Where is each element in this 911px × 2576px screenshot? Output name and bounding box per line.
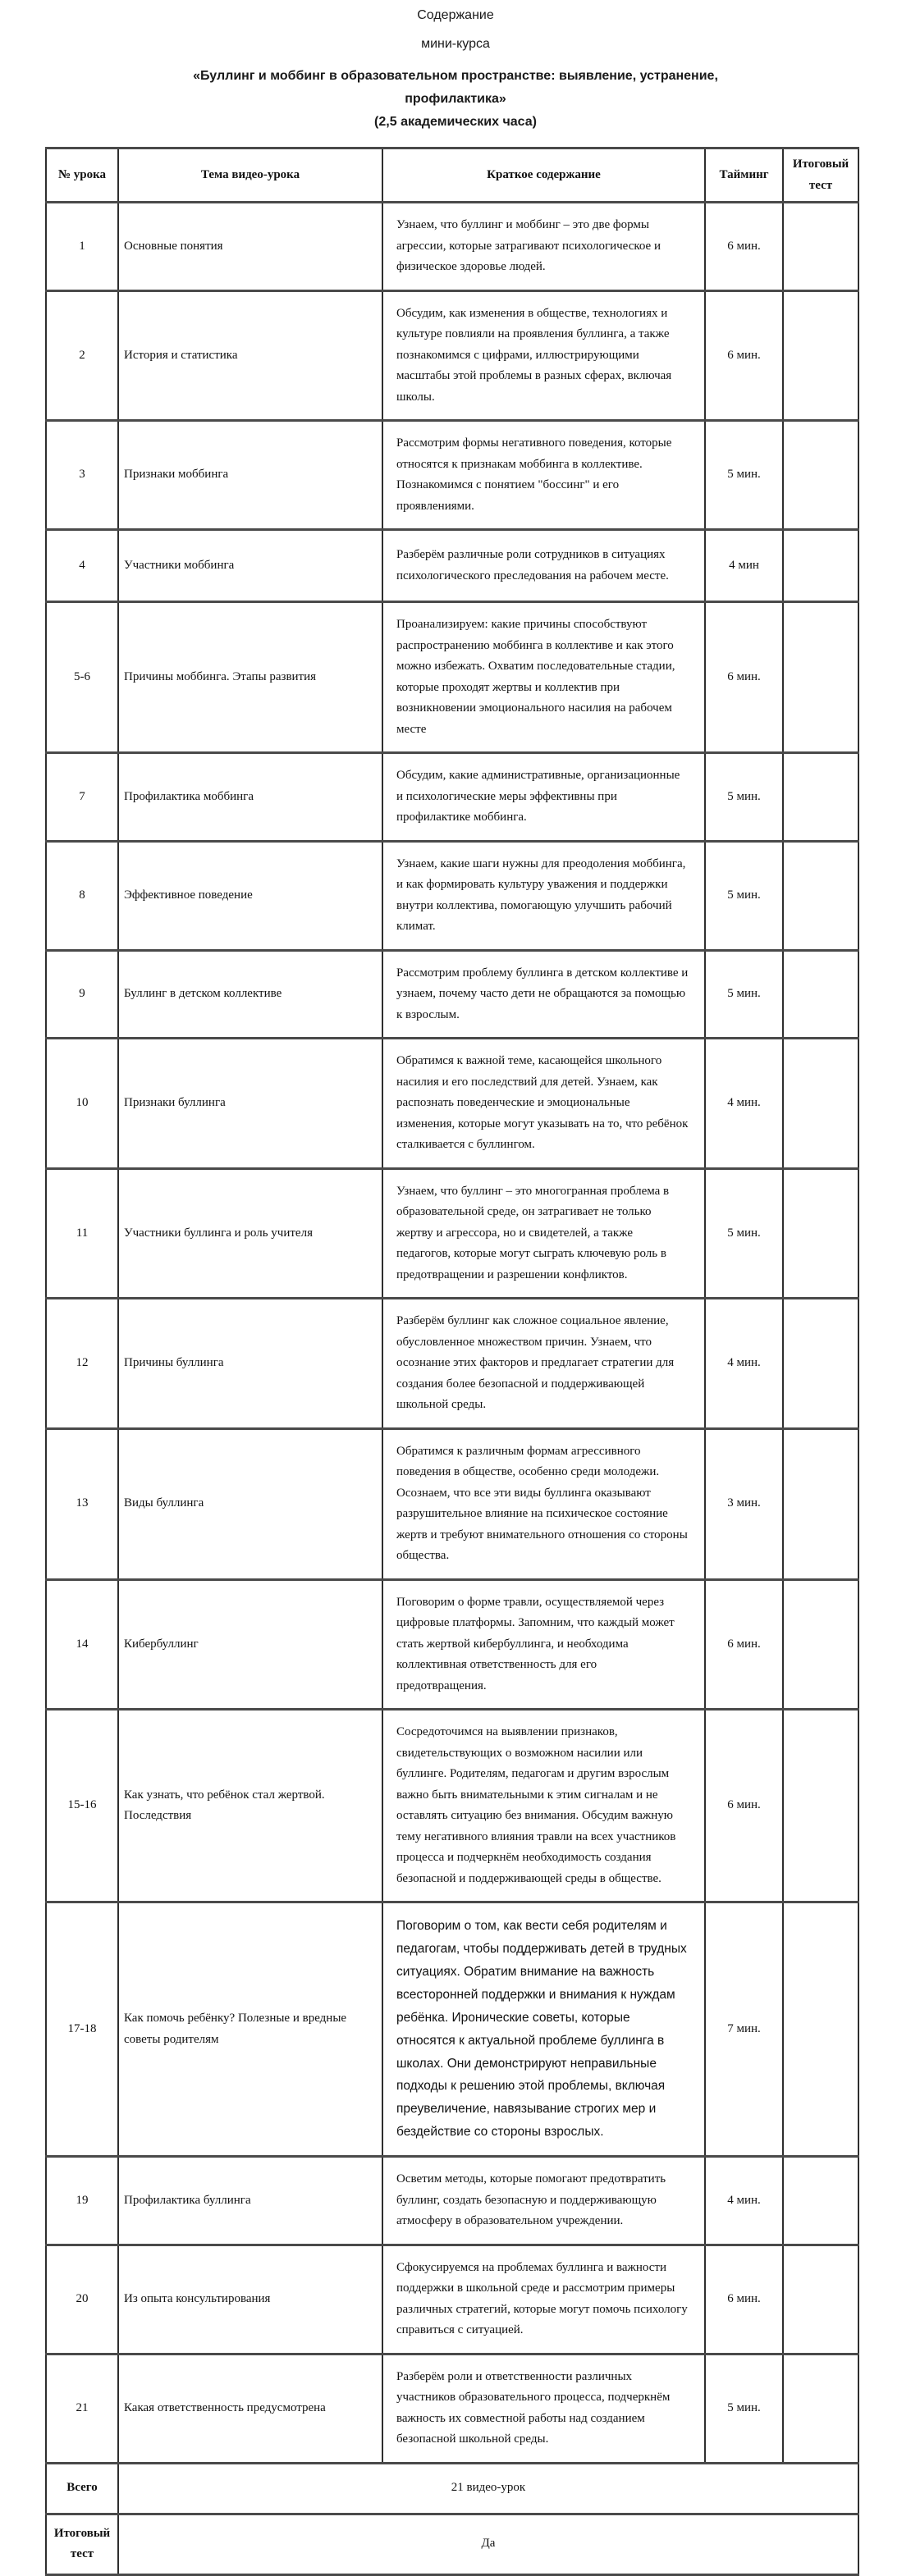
lesson-timing: 5 мин.: [705, 841, 783, 950]
table-row: [46, 1428, 858, 1579]
table-row: [46, 1299, 858, 1429]
lesson-test: [783, 203, 858, 291]
lesson-summary: Рассмотрим формы негативного поведения, которые относятся к признакам моббинга в коллективе. Познакомимся с понятием "боссинг" и его проявлениями.: [382, 421, 705, 530]
column-header-timing: Тайминг: [705, 148, 783, 203]
document-heading: [0, 0, 911, 134]
lesson-number: 13: [46, 1428, 118, 1579]
total-label: Всего: [46, 2463, 118, 2514]
lesson-topic: Профилактика моббинга: [118, 753, 382, 842]
lesson-timing: 5 мин.: [705, 2354, 783, 2463]
table-row: [46, 290, 858, 421]
table-row: [46, 2354, 858, 2463]
lesson-number: 12: [46, 1299, 118, 1429]
table-row: [46, 530, 858, 602]
table-row: [46, 2245, 858, 2354]
lesson-topic: Причины моббинга. Этапы развития: [118, 602, 382, 753]
table-row: [46, 2157, 858, 2245]
lesson-timing: 6 мин.: [705, 203, 783, 291]
lesson-timing: 5 мин.: [705, 421, 783, 530]
lesson-timing: 6 мин.: [705, 2245, 783, 2354]
lesson-summary: Обратимся к различным формам агрессивного поведения в обществе, особенно среди молодежи. Осознаем, что все эти виды буллинга оказывают разрушительное влияние на психическое состояние жертв и требуют внимательного отношения со стороны общества.: [382, 1428, 705, 1579]
final-test-label: Итоговый тест: [46, 2514, 118, 2574]
lesson-summary: Разберём буллинг как сложное социальное явление, обусловленное множеством причин. Узнаем, что осознание этих факторов и предлагает стратегии для создания более безопасной и поддерживающей школьной среды.: [382, 1299, 705, 1429]
lesson-number: 9: [46, 950, 118, 1039]
lesson-number: 20: [46, 2245, 118, 2354]
course-title-line1: «Буллинг и моббинг в образовательном пространстве: выявление, устранение,: [193, 69, 718, 84]
lesson-topic: Участники буллинга и роль учителя: [118, 1168, 382, 1299]
lesson-test: [783, 841, 858, 950]
lesson-test: [783, 950, 858, 1039]
lesson-timing: 4 мин: [705, 530, 783, 602]
lesson-summary: Узнаем, что буллинг и моббинг – это две формы агрессии, которые затрагивают психологическое и физическое здоровье людей.: [382, 203, 705, 291]
column-header-summary: Краткое содержание: [382, 148, 705, 203]
lesson-summary: Сфокусируемся на проблемах буллинга и важности поддержки в школьной среде и рассмотрим примеры различных стратегий, которые могут помочь психологу справиться с ситуацией.: [382, 2245, 705, 2354]
table-row: [46, 753, 858, 842]
lesson-number: 10: [46, 1039, 118, 1169]
table-row: [46, 421, 858, 530]
table-row: [46, 950, 858, 1039]
lesson-timing: 4 мин.: [705, 2157, 783, 2245]
lesson-topic: Виды буллинга: [118, 1428, 382, 1579]
lesson-summary: Проанализируем: какие причины способствуют распространению моббинга в коллективе и как этого можно избежать. Охватим последовательные стадии, которые проходят жертвы и коллектив при возникновении эмоционального насилия на рабочем месте: [382, 602, 705, 753]
lesson-topic: История и статистика: [118, 290, 382, 421]
lesson-summary: Поговорим о том, как вести себя родителям и педагогам, чтобы поддерживать детей в трудных ситуациях. Обратим внимание на важность всесторонней поддержки и внимания к нуждам ребёнка. Иронические советы, которые относятся к актуальной проблеме буллинга в школах. Они демонстрируют неправильные подходы к решению этой проблемы, включая преувеличение, навязывание строгих мер и бездействие со стороны взрослых.: [382, 1902, 705, 2157]
lesson-topic: Буллинг в детском коллективе: [118, 950, 382, 1039]
lesson-summary: Осветим методы, которые помогают предотвратить буллинг, создать безопасную и поддерживающую атмосферу в образовательном учреждении.: [382, 2157, 705, 2245]
lesson-summary: Поговорим о форме травли, осуществляемой через цифровые платформы. Запомним, что каждый может стать жертвой кибербуллинга, и необходима коллективная ответственность для его предотвращения.: [382, 1579, 705, 1710]
lesson-test: [783, 1710, 858, 1902]
table-row: [46, 203, 858, 291]
lesson-topic: Участники моббинга: [118, 530, 382, 602]
table-row: [46, 1039, 858, 1169]
total-row: [46, 2463, 858, 2514]
toc-heading-line1: Содержание: [417, 8, 494, 22]
lesson-number: 21: [46, 2354, 118, 2463]
lesson-test: [783, 1168, 858, 1299]
lesson-number: 11: [46, 1168, 118, 1299]
lesson-topic: Признаки моббинга: [118, 421, 382, 530]
header-row: [46, 148, 858, 203]
lesson-test: [783, 2157, 858, 2245]
lesson-test: [783, 421, 858, 530]
lesson-test: [783, 1428, 858, 1579]
lesson-summary: Разберём роли и ответственности различных участников образовательного процесса, подчеркнём важность их совместной работы над созданием безопасной школьной среды.: [382, 2354, 705, 2463]
lesson-test: [783, 1039, 858, 1169]
lessons-body: [46, 203, 858, 2463]
lesson-topic: Причины буллинга: [118, 1299, 382, 1429]
course-title-line2: профилактика»: [405, 92, 506, 107]
lesson-test: [783, 2354, 858, 2463]
lesson-timing: 5 мин.: [705, 753, 783, 842]
lesson-summary: Разберём различные роли сотрудников в ситуациях психологического преследования на рабочем месте.: [382, 530, 705, 602]
lesson-topic: Кибербуллинг: [118, 1579, 382, 1710]
lesson-timing: 5 мин.: [705, 1168, 783, 1299]
lesson-topic: Как узнать, что ребёнок стал жертвой. Последствия: [118, 1710, 382, 1902]
lesson-test: [783, 1902, 858, 2157]
lesson-test: [783, 2245, 858, 2354]
column-header-final-test: Итоговый тест: [783, 148, 858, 203]
lesson-topic: Профилактика буллинга: [118, 2157, 382, 2245]
lesson-number: 7: [46, 753, 118, 842]
lesson-test: [783, 753, 858, 842]
lesson-summary: Обсудим, как изменения в обществе, технологиях и культуре повлияли на проявления буллинга, а также познакомимся с цифрами, иллюстрирующими масштабы этой проблемы в разных сферах, включая школы.: [382, 290, 705, 421]
lesson-test: [783, 530, 858, 602]
lesson-topic: Эффективное поведение: [118, 841, 382, 950]
lesson-timing: 6 мин.: [705, 290, 783, 421]
lesson-number: 4: [46, 530, 118, 602]
column-header-lesson-number: № урока: [46, 148, 118, 203]
toc-heading-line2: мини-курса: [421, 36, 490, 51]
lesson-topic: Какая ответственность предусмотрена: [118, 2354, 382, 2463]
lesson-test: [783, 290, 858, 421]
table-row: [46, 1710, 858, 1902]
lesson-number: 14: [46, 1579, 118, 1710]
lesson-summary: Обратимся к важной теме, касающейся школьного насилия и его последствий для детей. Узнаем, как распознать поведенческие и эмоциональные изменения, которые могут указывать на то, что ребёнок сталкивается с буллингом.: [382, 1039, 705, 1169]
lesson-number: 1: [46, 203, 118, 291]
lesson-number: 8: [46, 841, 118, 950]
table-row: [46, 1579, 858, 1710]
course-duration: (2,5 академических часа): [374, 115, 537, 130]
lesson-timing: 4 мин.: [705, 1299, 783, 1429]
total-value: 21 видео-урок: [118, 2463, 858, 2514]
lesson-summary: Рассмотрим проблему буллинга в детском коллективе и узнаем, почему часто дети не обращаются за помощью к взрослым.: [382, 950, 705, 1039]
lesson-timing: 3 мин.: [705, 1428, 783, 1579]
table-row: [46, 602, 858, 753]
lesson-number: 3: [46, 421, 118, 530]
final-test-value: Да: [118, 2514, 858, 2574]
course-contents-table: [45, 147, 859, 2575]
lesson-number: 15-16: [46, 1710, 118, 1902]
lesson-topic: Как помочь ребёнку? Полезные и вредные советы родителям: [118, 1902, 382, 2157]
lesson-timing: 6 мин.: [705, 1579, 783, 1710]
table-row: [46, 1168, 858, 1299]
lesson-topic: Признаки буллинга: [118, 1039, 382, 1169]
lesson-summary: Сосредоточимся на выявлении признаков, свидетельствующих о возможном насилии или буллинге. Родителям, педагогам и другим взрослым важно быть внимательными к этим сигналам и не оставлять ситуацию без внимания. Обсудим важную тему негативного влияния травли на всех участников процесса и подчеркнём необходимость создания безопасной и поддерживающей среды в обществе.: [382, 1710, 705, 1902]
lesson-number: 17-18: [46, 1902, 118, 2157]
lesson-number: 5-6: [46, 602, 118, 753]
lesson-number: 19: [46, 2157, 118, 2245]
lesson-summary: Обсудим, какие административные, организационные и психологические меры эффективны при профилактике моббинга.: [382, 753, 705, 842]
lesson-test: [783, 1299, 858, 1429]
final-test-row: [46, 2514, 858, 2574]
lesson-topic: Из опыта консультирования: [118, 2245, 382, 2354]
lesson-test: [783, 1579, 858, 1710]
lesson-timing: 6 мин.: [705, 602, 783, 753]
lesson-timing: 5 мин.: [705, 950, 783, 1039]
table-row: [46, 841, 858, 950]
lesson-topic: Основные понятия: [118, 203, 382, 291]
lesson-summary: Узнаем, что буллинг – это многогранная проблема в образовательной среде, он затрагивает не только жертву и агрессора, но и свидетелей, а также педагогов, которые могут сыграть ключевую роль в предотвращении и разрешении конфликтов.: [382, 1168, 705, 1299]
table-header: [46, 148, 858, 203]
table-row: [46, 1902, 858, 2157]
lesson-timing: 6 мин.: [705, 1710, 783, 1902]
course-title: [0, 65, 911, 134]
lesson-timing: 4 мин.: [705, 1039, 783, 1169]
lesson-summary: Узнаем, какие шаги нужны для преодоления моббинга, и как формировать культуру уважения и поддержки внутри коллектива, помогающую улучшить рабочий климат.: [382, 841, 705, 950]
lesson-number: 2: [46, 290, 118, 421]
lesson-test: [783, 602, 858, 753]
column-header-topic: Тема видео-урока: [118, 148, 382, 203]
table-footer: [46, 2463, 858, 2574]
lesson-timing: 7 мин.: [705, 1902, 783, 2157]
